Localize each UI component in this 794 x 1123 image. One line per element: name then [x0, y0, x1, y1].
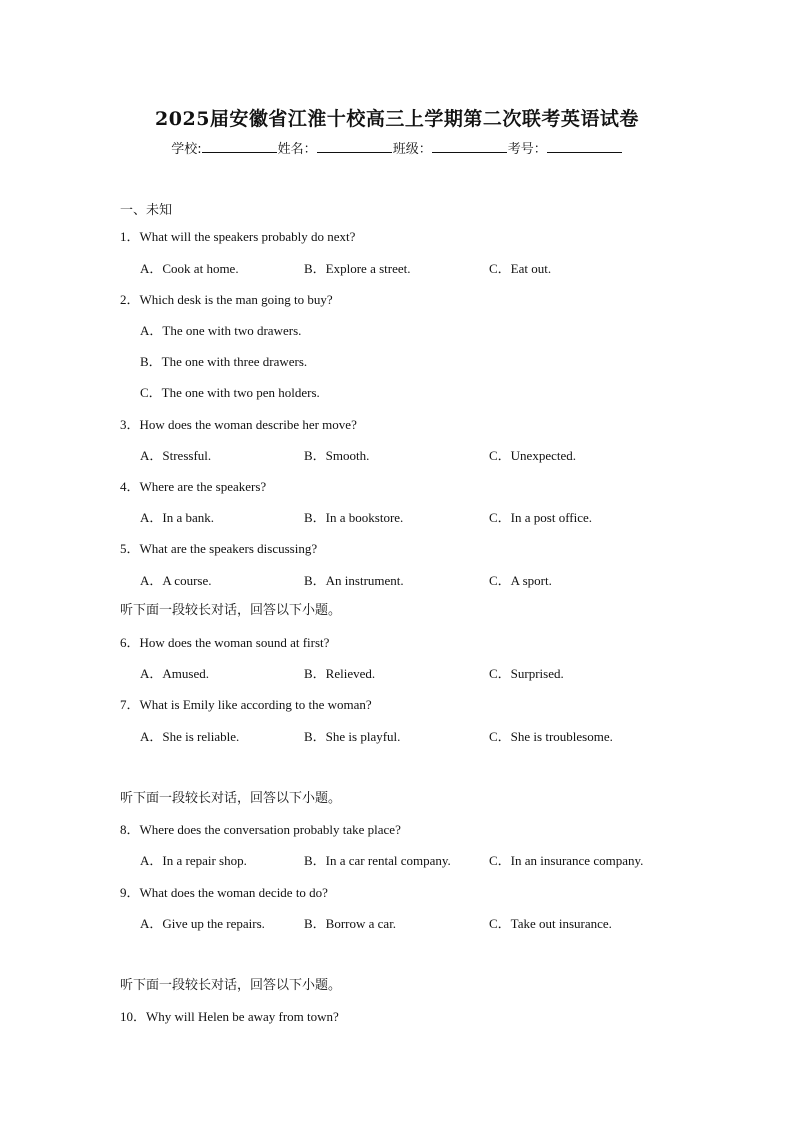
option-6c: C．Surprised. [489, 666, 564, 681]
class-label: 班级： [392, 142, 432, 157]
question-1 [120, 229, 355, 245]
class-blank[interactable] [432, 139, 507, 153]
question-number: 8． [120, 822, 140, 837]
question-8 [120, 822, 401, 838]
option-2a: A．The one with two drawers. [140, 323, 302, 338]
question-number: 1． [120, 229, 140, 244]
question-number: 2． [120, 292, 140, 307]
question-4 [120, 479, 266, 495]
option-8c: C．In an insurance company. [489, 853, 644, 868]
option-9b: B．Borrow a car. [304, 916, 397, 931]
question-text: Which desk is the man going to buy? [139, 292, 333, 307]
name-blank[interactable] [317, 139, 392, 153]
question-text: Where does the conversation probably take place? [139, 822, 401, 837]
option-7b: B．She is playful. [304, 729, 401, 744]
long-dialogue-note-2: 听下面一段较长对话，回答以下小题。 [120, 791, 342, 806]
question-number: 3． [120, 417, 140, 432]
option-5c: C．A sport. [489, 573, 552, 588]
option-7c: C．She is troublesome. [489, 729, 613, 744]
option-4b: B．In a bookstore. [304, 510, 404, 525]
question-7 [120, 697, 372, 713]
question-10 [120, 1009, 339, 1025]
option-8a: A．In a repair shop. [140, 853, 247, 868]
question-5 [120, 541, 317, 557]
question-text: What are the speakers discussing? [139, 541, 318, 556]
question-number: 4． [120, 479, 140, 494]
question-text: What does the woman decide to do? [139, 885, 328, 900]
question-number: 9． [120, 885, 140, 900]
option-8b: B．In a car rental company. [304, 853, 451, 868]
question-number: 6． [120, 635, 140, 650]
option-7a: A．She is reliable. [140, 729, 240, 744]
option-4a: A．In a bank. [140, 510, 215, 525]
question-3 [120, 417, 357, 433]
school-blank[interactable] [202, 139, 277, 153]
question-6 [120, 635, 329, 651]
question-text: How does the woman sound at first? [139, 635, 330, 650]
number-blank[interactable] [547, 139, 622, 153]
option-3a: A．Stressful. [140, 448, 212, 463]
option-6b: B．Relieved. [304, 666, 376, 681]
option-2b: B．The one with three drawers. [140, 354, 308, 369]
question-2 [120, 292, 333, 308]
question-text: How does the woman describe her move? [139, 417, 357, 432]
option-1b: B．Explore a street. [304, 261, 411, 276]
option-5b: B．An instrument. [304, 573, 404, 588]
option-3b: B．Smooth. [304, 448, 370, 463]
option-6a: A．Amused. [140, 666, 209, 681]
question-number: 5． [120, 541, 140, 556]
question-number: 7． [120, 697, 140, 712]
option-4c: C．In a post office. [489, 510, 593, 525]
student-info-line [0, 138, 794, 157]
long-dialogue-note-3: 听下面一段较长对话，回答以下小题。 [120, 978, 342, 993]
question-number: 10． [120, 1009, 147, 1024]
option-9c: C．Take out insurance. [489, 916, 612, 931]
school-label: 学校: [171, 142, 202, 157]
number-label: 考号： [507, 142, 547, 157]
name-label: 姓名： [277, 142, 317, 157]
option-3c: C．Unexpected. [489, 448, 577, 463]
option-5a: A．A course. [140, 573, 212, 588]
option-9a: A．Give up the repairs. [140, 916, 265, 931]
question-9 [120, 885, 328, 901]
question-text: Why will Helen be away from town? [146, 1009, 339, 1024]
question-text: What will the speakers probably do next? [139, 229, 356, 244]
question-text: What is Emily like according to the woman? [139, 697, 372, 712]
option-1a: A．Cook at home. [140, 261, 239, 276]
question-text: Where are the speakers? [139, 479, 267, 494]
option-2c: C．The one with two pen holders. [140, 385, 320, 400]
exam-title: 2025届安徽省江淮十校高三上学期第二次联考英语试卷 [155, 108, 639, 130]
long-dialogue-note-1: 听下面一段较长对话，回答以下小题。 [120, 603, 342, 618]
option-1c: C．Eat out. [489, 261, 552, 276]
section-heading: 一、未知 [120, 203, 173, 218]
